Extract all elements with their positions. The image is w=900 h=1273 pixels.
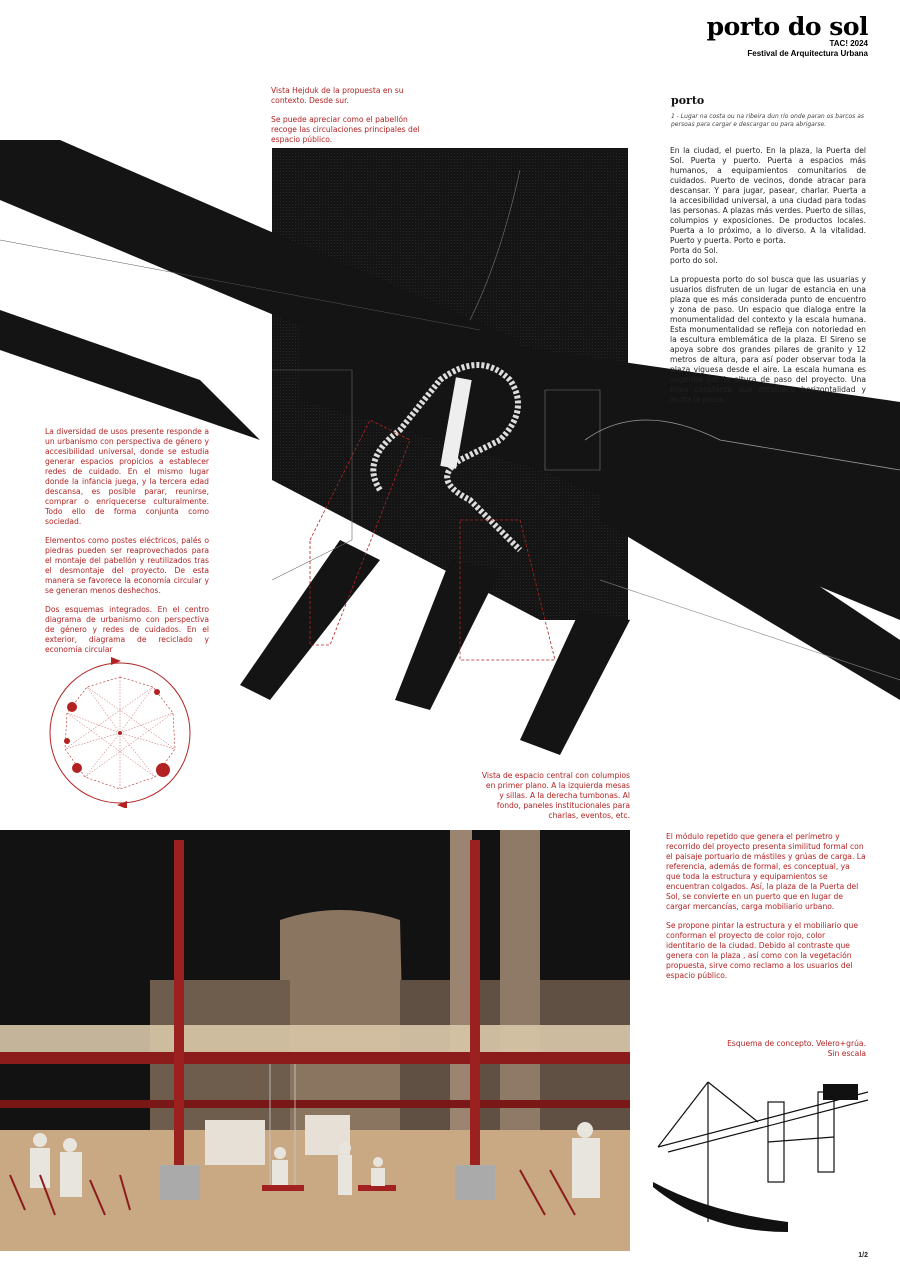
left-para2: Elementos como postes eléctricos, palés o piedras pueden ser reaprovechados para el montaje del pabellón y reutilizados tras el desmontaje del proyecto. De esta manera se favorece la economía circular y se generan menos deshechos. (45, 536, 209, 595)
boat-hull (653, 1182, 788, 1232)
concept-caption (700, 1039, 866, 1059)
event-name: TAC! 2024 (829, 39, 868, 48)
model-photo (0, 830, 630, 1251)
module-para2: Se propone pintar la estructura y el mobiliario que conforman el proyecto de color rojo, color identitario de la ciudad. Debido al contraste que genera con la plaza , así como con la vegetación propuesta, sirve como reclamo a los usuarios del espacio público. (666, 921, 859, 980)
base-left (160, 1165, 200, 1200)
swing-1 (262, 1185, 304, 1191)
title-block (707, 14, 868, 59)
page-number: 1/2 (858, 1252, 868, 1259)
caption-top-line2: Se puede apreciar como el pabellón recoge las circulaciones principales del espacio público. (271, 115, 420, 144)
mast-left (174, 840, 184, 1170)
intro-para1: En la ciudad, el puerto. En la plaza, la Puerta del Sol. Puerta y puerto. Puerta a espacios más humanos, a equipamientos comunitarios de cuidados. Puerto de vecinos, donde atracar para descansar. Y para jugar, pasear, charlar. Puerta a la accesibilidad universal, a una ciudad para todas las personas. A plazas más verdes. Puerto de sillas, columpios y exposiciones. De productos locales. Puerta a lo próximo, a lo diverso. A la vitalidad. Puerto y puerta. Porto e porta. (670, 146, 866, 245)
street-lower-2 (395, 560, 500, 710)
module-para1: El módulo repetido que genera el perímetro y recorrido del proyecto presenta similitud formal con el paisaje portuario de mástiles y grúas de carga. La referencia, además de formal, es conceptual, ya que toda la estructura y equipamientos se encuentran colgados. Así, la plaza de la Puerta del Sol, se convierte en un puerto que en lugar de cargar mercancías, carga mobiliario urbano. (666, 832, 866, 911)
crane-cabin (823, 1084, 858, 1100)
concept-sketch (648, 1062, 880, 1242)
intro-line2: Porta do Sol. (670, 246, 718, 255)
bg-building-round (280, 910, 405, 1130)
concept-caption-line2: Sin escala (827, 1049, 866, 1058)
circular-diagram (45, 653, 195, 808)
caption-top (271, 86, 421, 145)
left-para3: Dos esquemas integrados. En el centro diagrama de urbanismo con perspectiva de género y redes de cuidados. En el exterior, diagrama de reciclado y economía circular (45, 605, 209, 654)
module-text (666, 832, 866, 981)
left-text (45, 427, 209, 655)
street-lower-1 (240, 540, 380, 700)
arrow-top (111, 657, 121, 665)
event-subtitle: Festival de Arquitectura Urbana (747, 49, 868, 58)
mast-right (470, 840, 480, 1170)
arrow-bottom (117, 801, 127, 808)
crane-boom (658, 1092, 868, 1147)
left-para1: La diversidad de usos presente responde a un urbanismo con perspectiva de género y accesibilidad universal, donde se estudia generar espacios propicios a establecer redes de cuidado. En el mismo lugar donde la infancia juega, y la tercera edad descansa, es posible parar, reunirse, comprar o enriquecerse culturalmente. Todo ello de forma conjunta como sociedad. (45, 427, 209, 526)
concept-caption-line1: Esquema de concepto. Velero+grúa. (727, 1039, 866, 1048)
base-right (455, 1165, 495, 1200)
intro-text (670, 146, 866, 405)
intro-line3: porto do sol. (670, 256, 718, 265)
definition-word: porto (671, 94, 705, 107)
intro-para2: La propuesta porto do sol busca que las usuarias y usuarios disfruten de un lugar de estancia en una plaza que es más considerada punto de encuentro y zona de paso. Un espacio que dialoga entre la monumentalidad del contexto y la escala humana. Esta monumentalidad se refleja con notoriedad en la escultura emblemática de la plaza. El Sireno se apoya sobre dos grandes pilares de granito y 12 metros de altura, para así poder observar toda la plaza viguesa desde el aire. La escala humana es sugerida por la altura de paso del proyecto. Una línea constante que establece horizontalidad y acota la plaza. (670, 275, 866, 404)
vegetation (0, 1025, 630, 1055)
red-beam-upper (0, 1052, 630, 1064)
street-left (0, 310, 260, 440)
caption-top-line1: Vista Hejduk de la propuesta en su contexto. Desde sur. (271, 86, 404, 105)
definition-block (671, 94, 867, 129)
caption-photo: Vista de espacio central con columpios en primer plano. A la izquierda mesas y sillas. A la derecha tumbonas. Al fondo, paneles institucionales para charlas, eventos, etc. (481, 771, 630, 820)
red-beam-lower (0, 1100, 630, 1108)
page-title: porto do sol (706, 12, 868, 41)
definition-text: 1 - Lugar na costa ou na ribeira dun río onde paran os barcos as persoas para cargar e descargar ou para abrigarse. (671, 113, 865, 128)
street-lower-3 (520, 610, 630, 755)
